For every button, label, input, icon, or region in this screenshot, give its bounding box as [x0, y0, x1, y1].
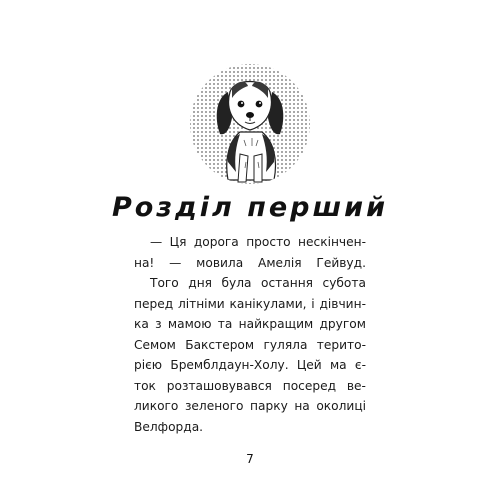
word: ток [134, 378, 156, 393]
word: була [221, 276, 252, 290]
text-line [134, 396, 366, 417]
word: літніми [177, 296, 225, 311]
word: дорога [193, 235, 239, 249]
word: зеленого [184, 399, 244, 413]
text-line [134, 314, 366, 335]
chapter-title: Розділ перший [111, 192, 389, 223]
word: ка [134, 317, 149, 331]
word: остання [261, 276, 313, 290]
word: мамою [167, 317, 212, 331]
word: терито- [316, 337, 366, 352]
word: Семом [134, 337, 176, 352]
text-line [134, 273, 366, 294]
word: — [169, 255, 182, 270]
word: Того [150, 276, 179, 290]
word: Бакстером [185, 337, 255, 352]
word: Амелія [258, 255, 302, 270]
word: є- [354, 358, 366, 372]
word: посеред [282, 378, 337, 393]
word: дня [188, 276, 212, 290]
puppy-illustration [188, 62, 312, 186]
word: на [294, 399, 310, 413]
word: мовила [196, 255, 244, 270]
word: канікулами, [229, 296, 307, 311]
word: околиці [316, 399, 366, 413]
word: та [217, 317, 233, 331]
word: субота [322, 276, 366, 290]
text-line [134, 232, 366, 253]
word: найкращим [238, 317, 314, 331]
word: парку [250, 399, 288, 413]
word: гуляла [263, 337, 308, 352]
word: ве- [346, 378, 366, 393]
text-line [134, 376, 366, 397]
word: — [150, 235, 163, 249]
word: Бремблдаун-Холу. [170, 358, 289, 372]
text-line [134, 355, 366, 376]
word: дівчин- [319, 296, 366, 311]
word: нескінчен- [298, 235, 366, 249]
text-line [134, 253, 366, 274]
word: просто [246, 235, 291, 249]
text-line [134, 335, 366, 356]
word: Цей [296, 358, 322, 372]
word: Ця [169, 235, 187, 249]
word: перед [134, 296, 174, 311]
word: і [311, 296, 315, 311]
word: другом [319, 317, 366, 331]
word: ма [329, 358, 347, 372]
word: на! [134, 255, 155, 270]
text-line: Велфорда. [134, 419, 204, 434]
word: ликого [134, 399, 179, 413]
chapter-body-text [134, 232, 366, 437]
text-line [134, 294, 366, 315]
page-number: 7 [246, 452, 254, 466]
word: з [155, 317, 162, 331]
word: рією [134, 358, 163, 372]
word: Гейвуд. [316, 255, 366, 270]
word: розташовувався [166, 378, 272, 393]
